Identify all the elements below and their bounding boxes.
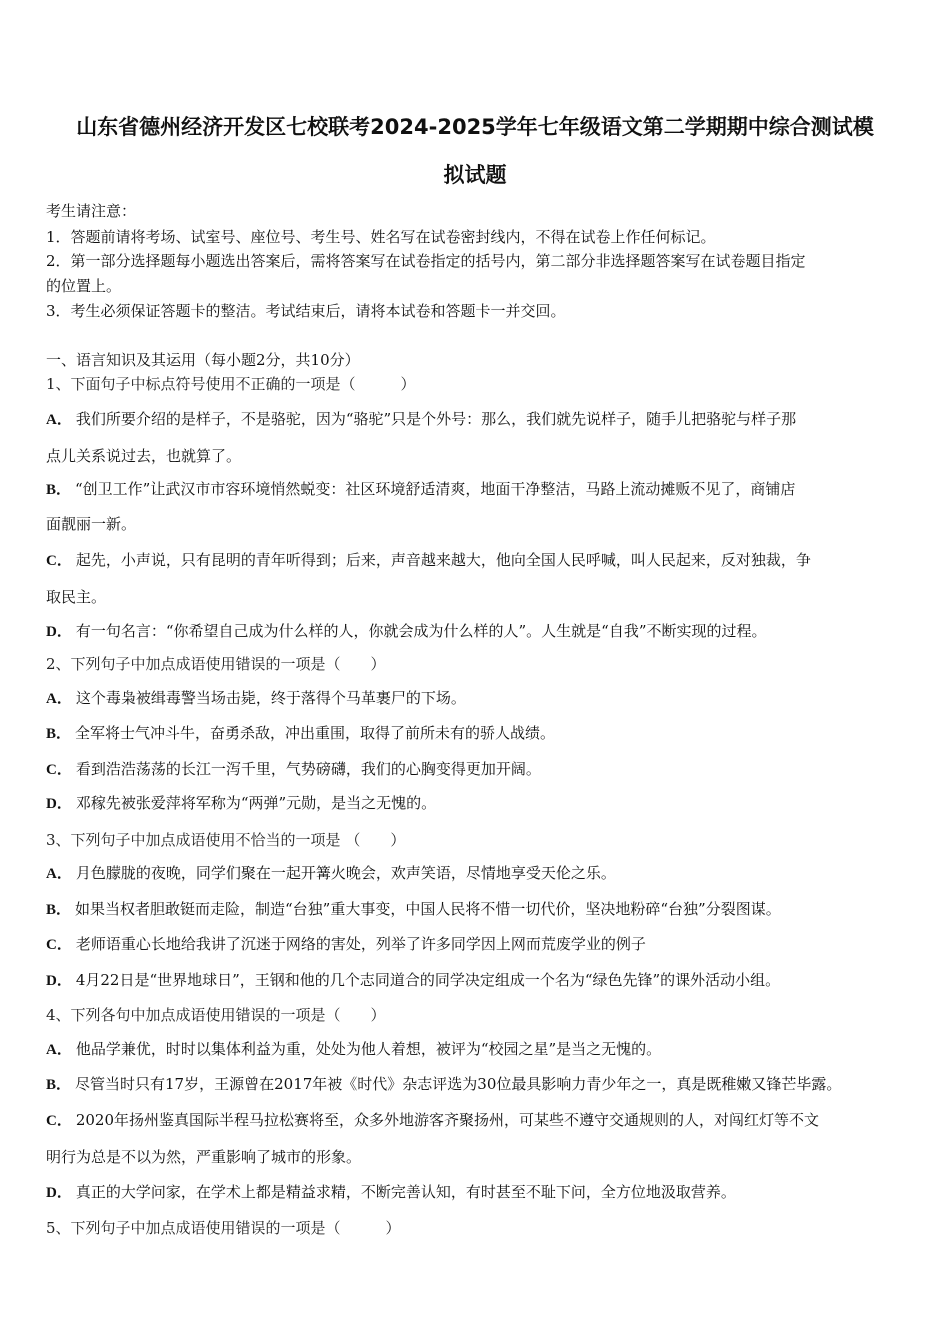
option-key: B． [46,482,72,498]
option-c [46,935,646,954]
section-heading: 一、语言知识及其运用（每小题2分，共10分） [46,351,360,369]
option-text-cont: 面靓丽一新。 [46,515,137,533]
option-c [46,760,541,779]
option-text: 2020年扬州鉴真国际半程马拉松赛将至，众多外地游客齐聚扬州，可某些不遵守交通规则的人，对闯红灯等不文 [75,1111,820,1129]
doc-title-line-2: 拟试题 [443,163,507,187]
option-text-cont: 点儿关系说过去，也就算了。 [46,447,242,465]
option-key: C． [46,762,72,778]
option-text: 尽管当时只有17岁，王源曾在2017年被《时代》杂志评选为30位最具影响力青少年之一，真是既稚嫩又锋芒毕露。 [75,1075,842,1093]
option-key: C． [46,937,72,953]
option-text: 月色朦胧的夜晚，同学们聚在一起开篝火晚会，欢声笑语，尽情地享受天伦之乐。 [75,864,616,882]
doc-title-line-1: 山东省德州经济开发区七校联考2024-2025学年七年级语文第二学期期中综合测试模 [76,115,874,139]
option-text-cont: 明行为总是不以为然，严重影响了城市的形象。 [46,1148,362,1166]
option-key: D． [46,796,72,812]
option-text: “创卫工作”让武汉市市容环境悄然蜕变：社区环境舒适清爽，地面干净整洁，马路上流动摊贩不见了，商铺店 [75,480,796,498]
notice-item: 3．考生必须保证答题卡的整洁。考试结束后，请将本试卷和答题卡一并交回。 [46,302,566,320]
option-text: 老师语重心长地给我讲了沉迷于网络的害处，列举了许多同学因上网而荒废学业的例子 [75,935,646,953]
option-text: 有一句名言：“你希望自己成为什么样的人，你就会成为什么样的人”。人生就是“自我”不断实现的过程。 [75,622,767,640]
option-key: C． [46,553,72,569]
notice-item: 的位置上。 [46,277,122,295]
option-text-cont: 取民主。 [46,588,107,606]
option-text: 全军将士气冲斗牛，奋勇杀敌，冲出重围，取得了前所未有的骄人战绩。 [75,724,556,742]
option-a [46,689,466,708]
notice-heading: 考生请注意： [46,202,137,220]
option-c [46,551,811,570]
option-d [46,622,767,641]
option-b [46,900,781,919]
option-key: D． [46,1185,72,1201]
option-key: A． [46,1042,72,1058]
option-b [46,724,555,743]
option-key: B． [46,902,72,918]
option-c [46,1111,819,1130]
option-text: 如果当权者胆敢铤而走险，制造“台独”重大事变，中国人民将不惜一切代价，坚决地粉碎“台独”分裂图谋。 [75,900,781,918]
option-text: 我们所要介绍的是样子，不是骆驼，因为“骆驼”只是个外号：那么，我们就先说样子，随手儿把骆驼与样子那 [75,410,797,428]
option-a [46,864,616,883]
option-key: D． [46,624,72,640]
option-b [46,1075,841,1094]
option-text: 这个毒枭被缉毒警当场击毙，终于落得个马革裹尸的下场。 [75,689,466,707]
notice-item: 2．第一部分选择题每小题选出答案后，需将答案写在试卷指定的括号内，第二部分非选择题答案写在试卷题目指定 [46,252,806,270]
option-key: C． [46,1113,72,1129]
option-key: A． [46,866,72,882]
option-key: B． [46,726,72,742]
option-a [46,1040,661,1059]
option-key: B． [46,1077,72,1093]
question-stem: 2、下列句子中加点成语使用错误的一项是（ ） [46,655,386,673]
option-key: A． [46,412,72,428]
question-stem: 5、下列句子中加点成语使用错误的一项是（ ） [46,1219,401,1237]
option-text: 真正的大学问家，在学术上都是精益求精，不断完善认知，有时甚至不耻下问，全方位地汲取营养。 [75,1183,736,1201]
option-d [46,794,436,813]
option-key: D． [46,973,72,989]
option-text: 他品学兼优，时时以集体利益为重，处处为他人着想，被评为“校园之星”是当之无愧的。 [75,1040,662,1058]
option-a [46,410,796,429]
question-stem: 3、下列句子中加点成语使用不恰当的一项是 （ ） [46,831,406,849]
option-b [46,480,795,499]
option-d [46,971,780,990]
option-text: 邓稼先被张爱萍将军称为“两弹”元勋，是当之无愧的。 [75,794,437,812]
option-key: A． [46,691,72,707]
option-text: 4月22日是“世界地球日”，王钢和他的几个志同道合的同学决定组成一个名为“绿色先锋”的课外活动小组。 [75,971,781,989]
option-d [46,1183,736,1202]
option-text: 看到浩浩荡荡的长江一泻千里，气势磅礴，我们的心胸变得更加开阔。 [75,760,541,778]
option-text: 起先，小声说，只有昆明的青年听得到；后来，声音越来越大，他向全国人民呼喊，叫人民起来，反对独裁，争 [75,551,811,569]
question-stem: 1、下面句子中标点符号使用不正确的一项是（ ） [46,375,416,393]
notice-item: 1．答题前请将考场、试室号、座位号、考生号、姓名写在试卷密封线内，不得在试卷上作任何标记。 [46,228,716,246]
question-stem: 4、下列各句中加点成语使用错误的一项是（ ） [46,1006,386,1024]
